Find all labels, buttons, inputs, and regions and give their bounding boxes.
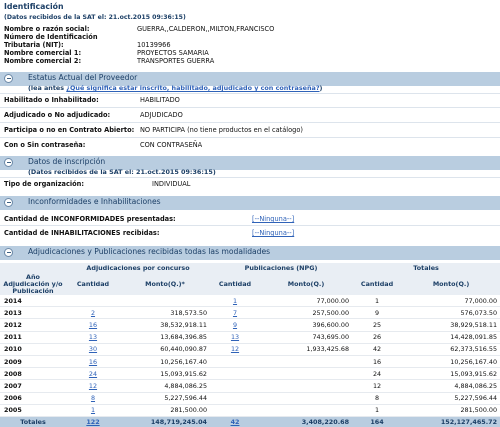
row-year: 2009 (0, 355, 66, 367)
row-year: 2007 (0, 380, 66, 392)
row-concurso-monto: 5,227,596.44 (120, 392, 210, 404)
row-npg-monto: 1,933,425.68 (260, 343, 352, 355)
row-year: 2014 (0, 295, 66, 307)
row-year: 2005 (0, 404, 66, 416)
row-npg-cantidad-link[interactable]: 13 (230, 333, 240, 342)
row-totales-cantidad: 9 (352, 307, 402, 319)
row-npg-monto (260, 392, 352, 404)
adjudicaciones-section-header (0, 246, 500, 260)
col-npg-cantidad: Cantidad (210, 273, 260, 295)
table-row (0, 343, 500, 355)
row-concurso-cantidad-link[interactable]: 12 (88, 381, 98, 390)
comercial2-label: Nombre comercial 2: (4, 57, 82, 65)
row-totales-monto: 77,000.00 (402, 295, 500, 307)
row-totales-cantidad: 24 (352, 368, 402, 380)
row-concurso-cantidad-link[interactable]: 16 (88, 357, 98, 366)
contrasena-value: CON CONTRASEÑA (140, 141, 203, 149)
adjudicado-label: Adjudicado o No adjudicado: (4, 111, 111, 119)
row-concurso-monto: 15,093,915.62 (120, 368, 210, 380)
table-row (0, 295, 500, 307)
group-header-totales: Totales (352, 263, 500, 273)
collapse-icon[interactable] (4, 158, 13, 167)
row-npg-monto (260, 404, 352, 416)
collapse-icon[interactable] (4, 74, 13, 83)
row-year: 2011 (0, 331, 66, 343)
adjudicaciones-title: Adjudicaciones y Publicaciones recibidas todas las modalidades (28, 247, 271, 256)
comercial2-value: TRANSPORTES GUERRA (137, 57, 215, 65)
inhabilitaciones-link[interactable]: [--Ninguna--] (252, 229, 295, 237)
nit-value: 10139966 (137, 41, 171, 49)
totals-concurso-cantidad-link[interactable]: 122 (86, 417, 100, 426)
row-totales-cantidad: 42 (352, 343, 402, 355)
row-npg-monto (260, 380, 352, 392)
col-concurso-cantidad: Cantidad (66, 273, 120, 295)
col-totales-cantidad: Cantidad (352, 273, 402, 295)
estatus-hint (28, 84, 322, 92)
row-npg-monto: 743,695.00 (260, 331, 352, 343)
row-totales-cantidad: 25 (352, 319, 402, 331)
contrasena-label: Con o Sin contraseña: (4, 141, 86, 149)
row-concurso-cantidad-link[interactable]: 16 (88, 320, 98, 329)
habilitado-label: Habilitado o Inhabilitado: (4, 96, 99, 104)
row-concurso-monto: 281,500.00 (120, 404, 210, 416)
tipo-organizacion-label: Tipo de organización: (4, 180, 85, 188)
nombre-value: GUERRA,,CALDERON,,MILTON,FRANCISCO (137, 25, 275, 33)
row-concurso-cantidad-link[interactable]: 1 (90, 406, 96, 415)
row-totales-monto: 62,373,516.55 (402, 343, 500, 355)
inscripcion-received: (Datos recibidos de la SAT el: 21.oct.2015 09:36:15) (28, 168, 216, 176)
row-totales-cantidad: 26 (352, 331, 402, 343)
row-concurso-cantidad-link[interactable]: 30 (88, 345, 98, 354)
row-npg-cantidad-link[interactable]: 9 (232, 320, 238, 329)
inhabilitaciones-label: Cantidad de INHABILITACIONES recibidas: (4, 229, 160, 237)
totals-cantidad: 164 (352, 416, 402, 427)
table-row (0, 380, 500, 392)
row-totales-monto: 576,073.50 (402, 307, 500, 319)
row-year: 2008 (0, 368, 66, 380)
identificacion-title: Identificación (4, 2, 64, 11)
totals-label: Totales (0, 416, 66, 427)
table-row (0, 404, 500, 416)
row-year: 2013 (0, 307, 66, 319)
row-npg-cantidad-link[interactable]: 7 (232, 308, 238, 317)
comercial1-value: PROYECTOS SAMARIA (137, 49, 209, 57)
row-concurso-monto: 13,684,396.85 (120, 331, 210, 343)
row-npg-monto (260, 368, 352, 380)
adjudicaciones-table (0, 263, 500, 427)
row-npg-monto: 257,500.00 (260, 307, 352, 319)
inconformidades-title: Inconformidades e Inhabilitaciones (28, 197, 161, 206)
table-row (0, 307, 500, 319)
row-totales-monto: 5,227,596.44 (402, 392, 500, 404)
collapse-icon[interactable] (4, 248, 13, 257)
col-year-header: Año Adjudicación y/o Publicación (0, 273, 66, 295)
row-npg-cantidad-link[interactable]: 1 (232, 296, 238, 305)
hint-prefix: (lea antes (28, 84, 65, 92)
row-concurso-monto: 38,532,918.11 (120, 319, 210, 331)
row-concurso-monto: 10,256,167.40 (120, 355, 210, 367)
inconformidades-link[interactable]: [--Ninguna--] (252, 215, 295, 223)
row-concurso-monto: 318,573.50 (120, 307, 210, 319)
collapse-icon[interactable] (4, 198, 13, 207)
estatus-title: Estatus Actual del Proveedor (28, 73, 138, 82)
row-totales-cantidad: 8 (352, 392, 402, 404)
col-concurso-monto: Monto(Q.)* (120, 273, 210, 295)
row-concurso-cantidad-link[interactable]: 13 (88, 333, 98, 342)
row-year: 2006 (0, 392, 66, 404)
row-npg-monto: 396,600.00 (260, 319, 352, 331)
row-year: 2012 (0, 319, 66, 331)
row-totales-cantidad: 16 (352, 355, 402, 367)
totals-npg-monto: 3,408,220.68 (260, 416, 352, 427)
col-npg-monto: Monto(Q.) (260, 273, 352, 295)
group-header-concurso: Adjudicaciones por concurso (66, 263, 210, 273)
row-npg-monto: 77,000.00 (260, 295, 352, 307)
contrato-abierto-value: NO PARTICIPA (no tiene productos en el catálogo) (140, 126, 303, 134)
estatus-help-link[interactable]: ¿Qué significa estar inscrito, habilitado, adjudicado y con contraseña? (66, 84, 320, 92)
nit-label: Número de Identificación Tributaria (NIT): (4, 33, 98, 50)
identificacion-received: (Datos recibidos de la SAT el: 21.oct.2015 09:36:15) (4, 14, 186, 21)
row-npg-cantidad-link[interactable]: 12 (230, 345, 240, 354)
totals-npg-cantidad-link[interactable]: 42 (230, 417, 240, 426)
group-header-npg: Publicaciones (NPG) (210, 263, 352, 273)
inscripcion-title: Datos de inscripción (28, 157, 106, 166)
table-row (0, 355, 500, 367)
row-totales-monto: 10,256,167.40 (402, 355, 500, 367)
tipo-organizacion-value: INDIVIDUAL (152, 180, 191, 188)
row-concurso-monto (120, 295, 210, 307)
row-totales-monto: 38,929,518.11 (402, 319, 500, 331)
table-row (0, 392, 500, 404)
row-concurso-cantidad-link[interactable]: 24 (88, 369, 98, 378)
habilitado-value: HABILITADO (140, 96, 180, 104)
row-totales-cantidad: 12 (352, 380, 402, 392)
row-totales-monto: 4,884,086.25 (402, 380, 500, 392)
contrato-abierto-label: Participa o no en Contrato Abierto: (4, 126, 135, 134)
row-npg-monto (260, 355, 352, 367)
row-concurso-cantidad-link[interactable]: 8 (90, 394, 96, 403)
col-totales-monto: Monto(Q.) (402, 273, 500, 295)
table-row (0, 331, 500, 343)
row-concurso-monto: 60,440,090.87 (120, 343, 210, 355)
totals-monto: 152,127,465.72 (402, 416, 500, 427)
row-concurso-monto: 4,884,086.25 (120, 380, 210, 392)
hint-suffix: ) (319, 84, 323, 92)
row-concurso-cantidad-link[interactable]: 2 (90, 308, 96, 317)
row-totales-monto: 281,500.00 (402, 404, 500, 416)
nombre-label: Nombre o razón social: (4, 25, 90, 33)
row-year: 2010 (0, 343, 66, 355)
table-row (0, 368, 500, 380)
table-row (0, 319, 500, 331)
row-totales-cantidad: 1 (352, 404, 402, 416)
row-totales-monto: 14,428,091.85 (402, 331, 500, 343)
comercial1-label: Nombre comercial 1: (4, 49, 82, 57)
row-totales-monto: 15,093,915.62 (402, 368, 500, 380)
inconformidades-section-header (0, 196, 500, 210)
totals-concurso-monto: 148,719,245.04 (120, 416, 210, 427)
inconformidades-label: Cantidad de INCONFORMIDADES presentadas: (4, 215, 176, 223)
row-totales-cantidad: 1 (352, 295, 402, 307)
adjudicado-value: ADJUDICADO (140, 111, 183, 119)
